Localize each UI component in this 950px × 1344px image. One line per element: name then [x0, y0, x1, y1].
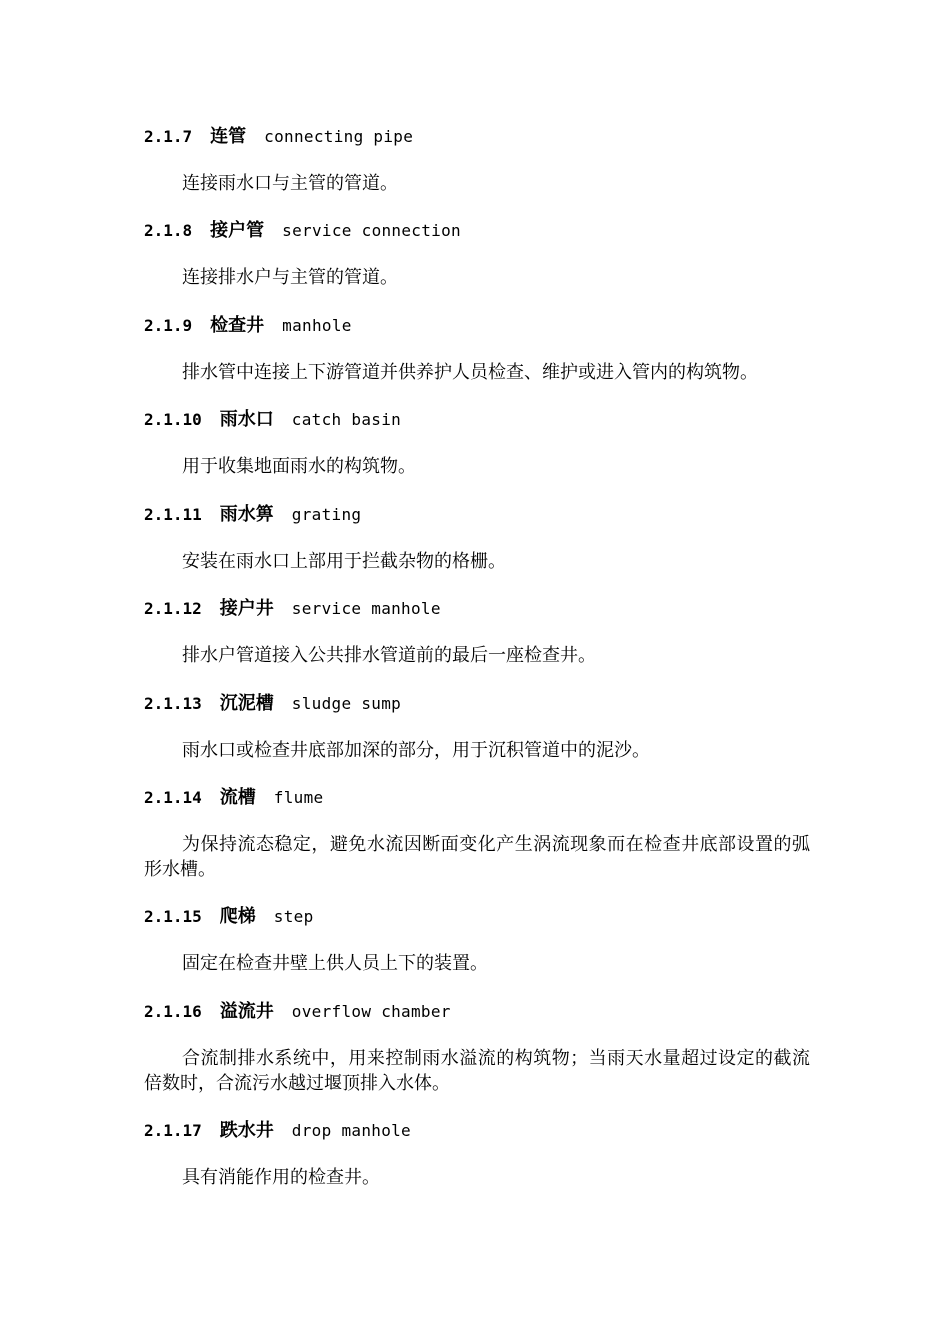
term-definition: 连接排水户与主管的管道。: [182, 267, 398, 288]
term-heading: [144, 408, 810, 432]
term-definition: 合流制排水系统中，用来控制雨水溢流的构筑物；当雨天水量超过设定的截流倍数时，合流污水越过堰顶排入水体。: [144, 1048, 810, 1094]
term-number: 2.1.17: [144, 1121, 202, 1140]
term-number: 2.1.12: [144, 599, 202, 618]
term-english: catch basin: [291, 410, 402, 429]
term-heading: [144, 1000, 810, 1024]
term-heading: [144, 786, 810, 810]
term-heading: [144, 692, 810, 716]
term-chinese: 沉泥槽: [219, 693, 274, 714]
term-2-1-7: [144, 125, 810, 196]
term-english: overflow chamber: [291, 1002, 451, 1021]
term-chinese: 雨水箅: [219, 504, 274, 525]
term-2-1-9: [144, 314, 810, 385]
term-english: sludge sump: [291, 694, 402, 713]
term-number: 2.1.15: [144, 907, 202, 926]
term-definition: 固定在检查井壁上供人员上下的装置。: [182, 953, 488, 974]
term-2-1-12: [144, 597, 810, 668]
term-heading: [144, 503, 810, 527]
term-chinese: 接户井: [219, 598, 274, 619]
term-heading: [144, 219, 810, 243]
term-2-1-8: [144, 219, 810, 290]
term-chinese: 雨水口: [219, 409, 274, 430]
term-definition: 排水户管道接入公共排水管道前的最后一座检查井。: [182, 645, 596, 666]
term-definition: 雨水口或检查井底部加深的部分，用于沉积管道中的泥沙。: [182, 740, 650, 761]
term-definition: 为保持流态稳定，避免水流因断面变化产生涡流现象而在检查井底部设置的弧形水槽。: [144, 834, 810, 880]
term-definition: 具有消能作用的检查井。: [182, 1167, 380, 1188]
term-definition: 用于收集地面雨水的构筑物。: [182, 456, 416, 477]
term-heading: [144, 597, 810, 621]
term-english: manhole: [282, 316, 352, 335]
term-2-1-10: [144, 408, 810, 479]
term-heading: [144, 905, 810, 929]
term-number: 2.1.8: [144, 221, 193, 240]
term-2-1-14: [144, 786, 810, 882]
term-english: service connection: [282, 221, 461, 240]
term-chinese: 溢流井: [219, 1001, 274, 1022]
term-chinese: 跌水井: [219, 1120, 274, 1141]
term-definition: 安装在雨水口上部用于拦截杂物的格栅。: [182, 551, 506, 572]
term-number: 2.1.10: [144, 410, 202, 429]
term-chinese: 爬梯: [219, 906, 256, 927]
term-chinese: 检查井: [210, 315, 265, 336]
term-heading: [144, 1119, 810, 1143]
term-number: 2.1.13: [144, 694, 202, 713]
term-chinese: 连管: [210, 126, 247, 147]
term-chinese: 接户管: [210, 220, 265, 241]
term-heading: [144, 314, 810, 338]
term-english: service manhole: [291, 599, 441, 618]
term-2-1-13: [144, 692, 810, 763]
term-number: 2.1.9: [144, 316, 193, 335]
term-number: 2.1.11: [144, 505, 202, 524]
term-2-1-16: [144, 1000, 810, 1096]
term-number: 2.1.16: [144, 1002, 202, 1021]
term-number: 2.1.7: [144, 127, 193, 146]
term-english: flume: [273, 788, 324, 807]
term-definition: 排水管中连接上下游管道并供养护人员检查、维护或进入管内的构筑物。: [182, 362, 758, 383]
term-2-1-11: [144, 503, 810, 574]
term-english: connecting pipe: [264, 127, 414, 146]
term-english: drop manhole: [291, 1121, 411, 1140]
term-2-1-15: [144, 905, 810, 976]
term-definition: 连接雨水口与主管的管道。: [182, 173, 398, 194]
term-chinese: 流槽: [219, 787, 256, 808]
term-number: 2.1.14: [144, 788, 202, 807]
term-english: step: [273, 907, 314, 926]
term-english: grating: [291, 505, 362, 524]
term-heading: [144, 125, 810, 149]
term-2-1-17: [144, 1119, 810, 1190]
